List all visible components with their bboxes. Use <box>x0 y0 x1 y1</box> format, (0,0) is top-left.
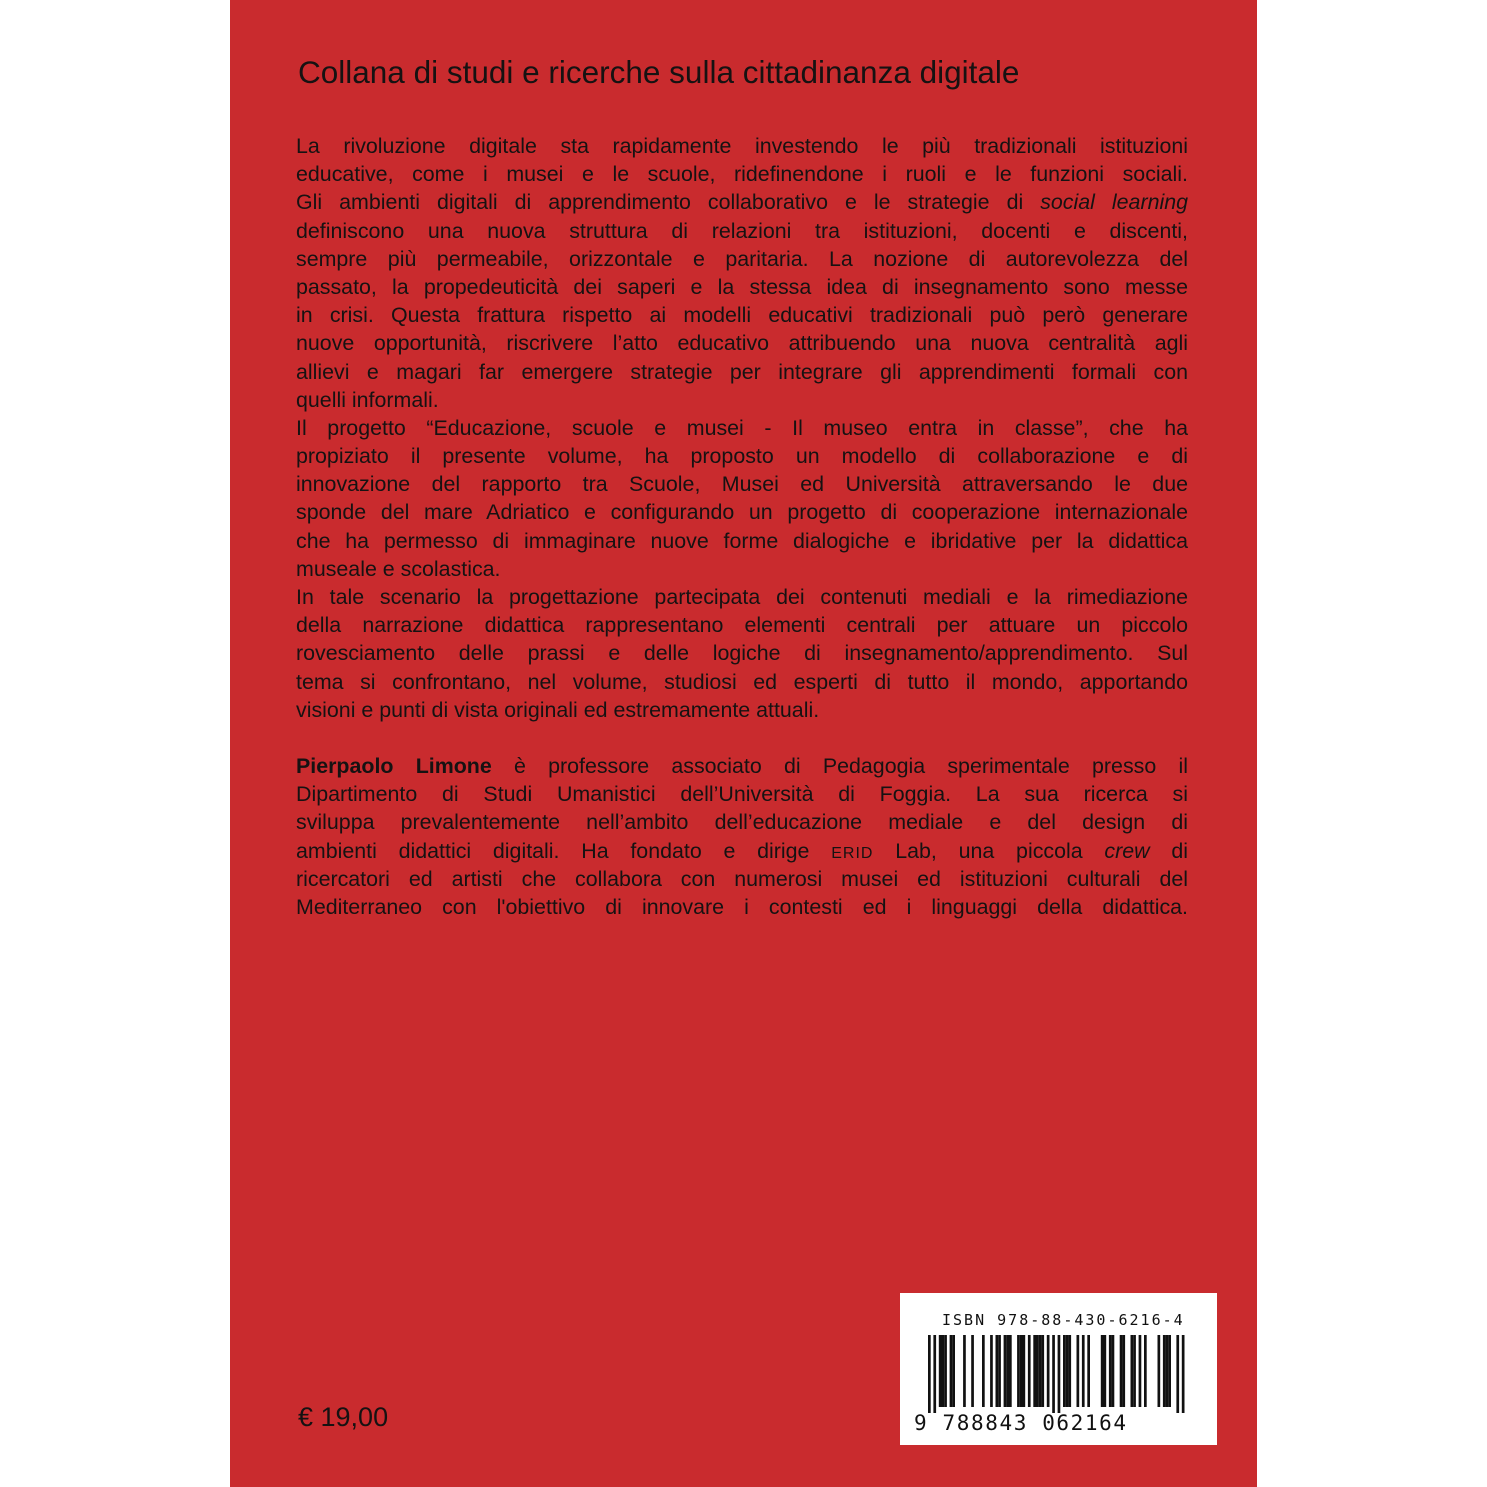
author-bio-line: sviluppa prevalentemente nell’ambito dell’educazione mediale e del design di <box>296 810 1188 835</box>
barcode-bar <box>939 1335 942 1407</box>
barcode-bar <box>1104 1335 1107 1407</box>
description-line: Il progetto “Educazione, scuole e musei - Il museo entra in classe”, che ha <box>296 415 1188 440</box>
description-line: passato, la propedeuticità dei saperi e la stessa idea di insegnamento sono messe <box>296 274 1188 299</box>
barcode-bar <box>1006 1335 1009 1407</box>
barcode-bar <box>1036 1335 1039 1407</box>
description-line: sempre più permeabile, orizzontale e paritaria. La nozione di autorevolezza del <box>296 246 1188 271</box>
barcode-bar <box>950 1335 953 1407</box>
erid-acronym: ERID <box>831 844 874 862</box>
barcode-bar <box>1028 1335 1031 1407</box>
barcode-bar <box>1017 1335 1020 1407</box>
barcode-bar <box>1139 1335 1142 1407</box>
description-line: definiscono una nuova struttura di relazioni tra istituzioni, docenti e discenti, <box>296 218 1188 243</box>
barcode-bar <box>1168 1335 1171 1407</box>
author-bio-line: Pierpaolo Limone è professore associato di Pedagogia sperimentale presso il <box>296 753 1188 778</box>
barcode-bar <box>1047 1335 1050 1407</box>
barcode-bar <box>990 1335 993 1407</box>
barcode-bar <box>1166 1335 1169 1407</box>
barcode-bar <box>1101 1335 1104 1407</box>
barcode-bar <box>1120 1335 1123 1407</box>
description-line: sponde del mare Adriatico e configurando un progetto di cooperazione internazionale <box>296 500 1188 525</box>
description-line: tema si confrontano, nel volume, studiosi ed esperti di tutto il mondo, apportando <box>296 669 1188 694</box>
paragraph-gap <box>296 724 1188 752</box>
barcode-bar <box>998 1335 1001 1407</box>
book-description <box>296 132 1188 921</box>
barcode-bar <box>1112 1335 1115 1407</box>
barcode-bar <box>928 1335 931 1413</box>
author-name: Pierpaolo Limone <box>296 753 492 778</box>
barcode-bar <box>944 1335 947 1407</box>
author-bio <box>296 752 1188 921</box>
social-learning-term: social learning <box>1040 190 1189 215</box>
series-title: Collana di studi e ricerche sulla cittadinanza digitale <box>298 54 1020 90</box>
description-line: della narrazione didattica rappresentano elementi centrali per attuare un piccolo <box>296 613 1188 638</box>
author-bio-line: Mediterraneo con l'obiettivo di innovare i contesti ed i linguaggi della didattica. <box>296 894 1188 919</box>
barcode-bar <box>1158 1335 1161 1407</box>
barcode-bar <box>1109 1335 1112 1407</box>
barcode-bar <box>1163 1335 1166 1407</box>
barcode-bar <box>1020 1335 1023 1407</box>
barcode-bar <box>1009 1335 1012 1407</box>
barcode-bar <box>1033 1335 1036 1407</box>
barcode-bar <box>1068 1335 1071 1407</box>
description-line: Gli ambienti digitali di apprendimento collaborativo e le strategie di social learning <box>296 190 1189 215</box>
barcode-bar <box>1039 1335 1042 1407</box>
barcode-bar <box>996 1335 999 1407</box>
description-line: allievi e magari far emergere strategie per integrare gli apprendimenti formali con <box>296 359 1188 384</box>
description-line: La rivoluzione digitale sta rapidamente investendo le più tradizionali istituzioni <box>296 134 1188 158</box>
description-line: in crisi. Questa frattura rispetto ai modelli educativi tradizionali può però generare <box>296 303 1188 328</box>
barcode-bar <box>1077 1335 1080 1407</box>
barcode-icon <box>910 1335 1207 1413</box>
description-line: nuove opportunità, riscrivere l’atto educativo attribuendo una nuova centralità agli <box>296 331 1188 356</box>
barcode-bar <box>971 1335 974 1407</box>
barcode-bar <box>982 1335 985 1407</box>
barcode-bar <box>1133 1335 1136 1407</box>
price-label: € 19,00 <box>298 1402 389 1432</box>
barcode-bar <box>1063 1335 1066 1407</box>
author-bio-line: ricercatori ed artisti che collabora con numerosi musei ed istituzioni culturali del <box>296 866 1188 891</box>
barcode-bar <box>1131 1335 1134 1407</box>
barcode-bar <box>1004 1335 1007 1407</box>
crew-term: crew <box>1104 838 1150 863</box>
barcode-bar <box>1023 1335 1026 1407</box>
description-line: educative, come i musei e le scuole, ridefinendone i ruoli e le funzioni sociali. <box>296 162 1188 187</box>
back-cover <box>230 0 1257 1487</box>
description-line: che ha permesso di immaginare nuove forme dialogiche e ibridative per la didattica <box>296 528 1188 553</box>
barcode-bar <box>933 1335 936 1413</box>
barcode-bar <box>1052 1335 1055 1413</box>
author-bio-line: ambienti didattici digitali. Ha fondato e dirige ERID Lab, una piccola crew di <box>296 838 1188 863</box>
barcode-bar <box>963 1335 966 1407</box>
barcode-bar <box>1144 1335 1147 1407</box>
barcode-bar <box>952 1335 955 1407</box>
barcode-bar <box>1182 1335 1185 1413</box>
description-line: In tale scenario la progettazione partecipata dei contenuti mediali e la rimediazione <box>296 585 1188 609</box>
barcode-bar <box>942 1335 945 1407</box>
description-line: museale e scolastica. <box>296 556 501 581</box>
isbn-label: ISBN 978-88-430-6216-4 <box>942 1311 1185 1329</box>
barcode-bar <box>1122 1335 1125 1407</box>
author-bio-line: Dipartimento di Studi Umanistici dell’Università di Foggia. La sua ricerca si <box>296 782 1188 807</box>
barcode-bar <box>1066 1335 1069 1407</box>
description-line: rovesciamento delle prassi e delle logiche di insegnamento/apprendimento. Sul <box>296 641 1188 666</box>
description-line: innovazione del rapporto tra Scuole, Musei ed Università attraversando le due <box>296 472 1188 497</box>
barcode-bar <box>1082 1335 1085 1407</box>
barcode-bar <box>1041 1335 1044 1407</box>
barcode-panel <box>900 1293 1217 1445</box>
barcode-bar <box>1087 1335 1090 1407</box>
barcode-bar <box>1176 1335 1179 1413</box>
barcode-number: 9 788843 062164 <box>914 1411 1128 1435</box>
barcode-bar <box>1058 1335 1061 1413</box>
description-line: quelli informali. <box>296 387 439 412</box>
description-line: propiziato il presente volume, ha proposto un modello di collaborazione e di <box>296 444 1188 469</box>
description-line: visioni e punti di vista originali ed estremamente attuali. <box>296 697 820 722</box>
